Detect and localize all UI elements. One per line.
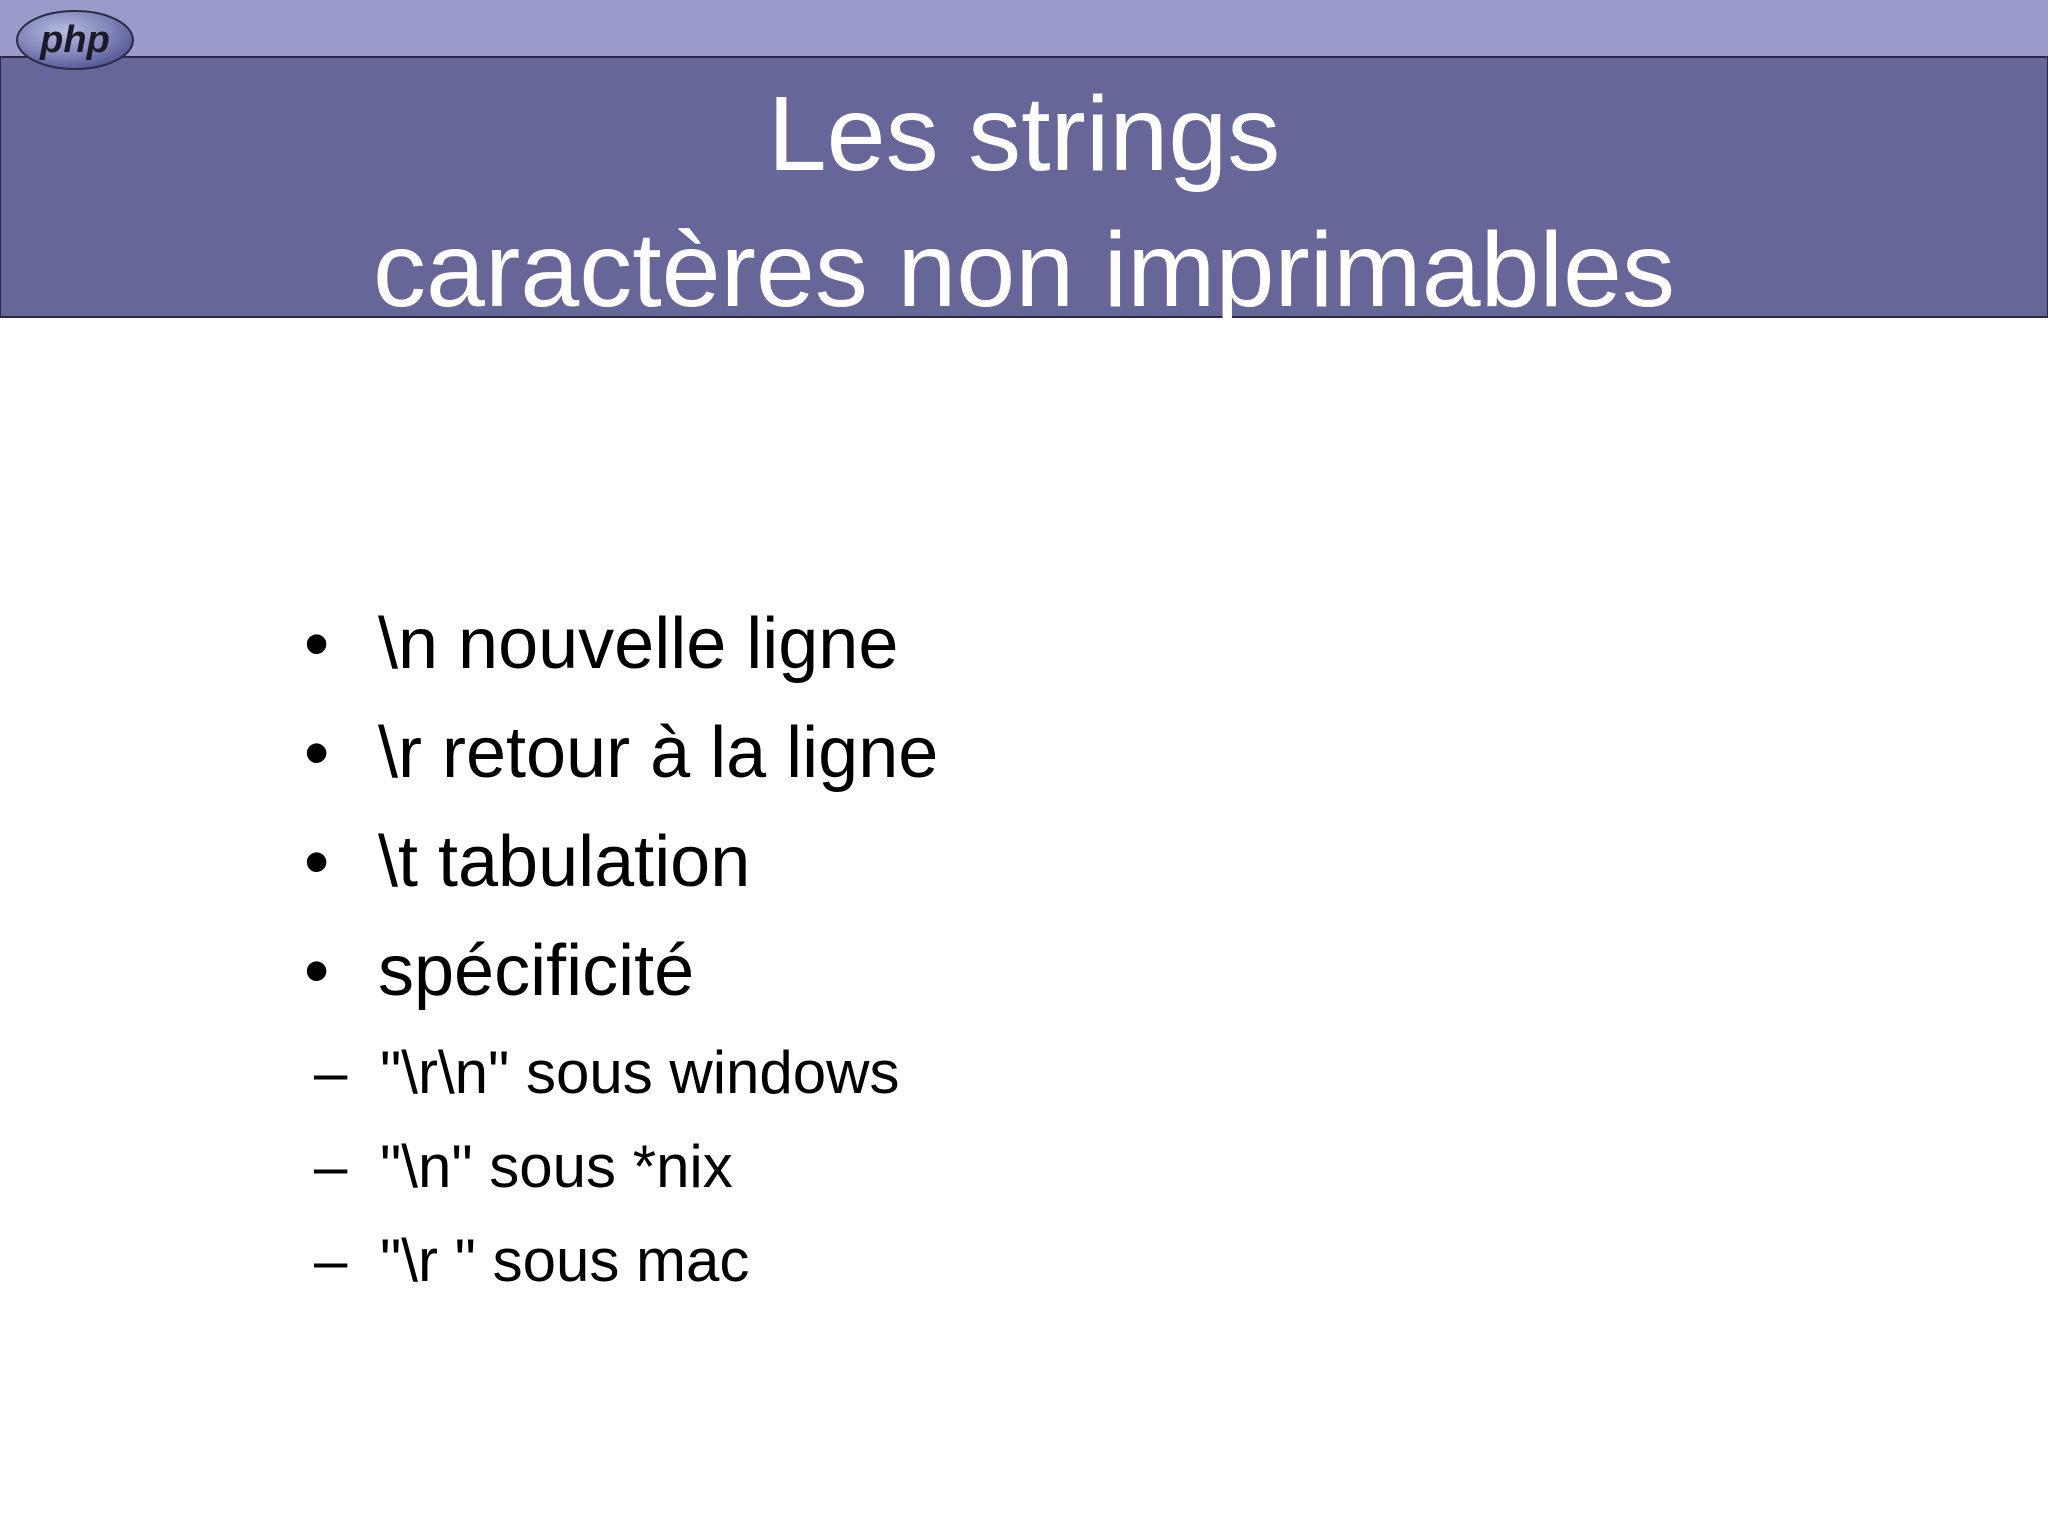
bullet-list [290,590,1890,1308]
sub-bullet-text: "\r " sous mac [380,1227,750,1294]
bullet-item [290,590,1890,699]
slide-title [0,66,2048,338]
bullet-text: \t tabulation [378,822,751,902]
sub-bullet-item [202,1026,1890,1120]
dash-icon: – [314,1133,348,1200]
bullet-dot-icon: • [304,604,330,684]
bullet-text: spécificité [378,931,695,1011]
logo-text: php [40,19,110,61]
dash-icon: – [314,1039,348,1106]
sub-bullet-item [202,1214,1890,1308]
sub-bullet-list [290,1026,1890,1308]
php-logo-icon [14,8,136,72]
header-top-stripe [0,0,2048,58]
bullet-item [290,808,1890,917]
bullet-item [290,917,1890,1026]
bullet-dot-icon: • [304,713,330,793]
bullet-dot-icon: • [304,822,330,902]
title-line-1: Les strings [767,75,1281,193]
bullet-text: \r retour à la ligne [378,713,939,793]
title-line-2: caractères non imprimables [373,211,1675,329]
bullet-item [290,699,1890,808]
sub-bullet-text: "\n" sous *nix [380,1133,733,1200]
dash-icon: – [314,1227,348,1294]
sub-list-container [290,1026,1890,1308]
sub-bullet-text: "\r\n" sous windows [380,1039,900,1106]
bullet-dot-icon: • [304,931,330,1011]
sub-bullet-item [202,1120,1890,1214]
bullet-text: \n nouvelle ligne [378,604,899,684]
